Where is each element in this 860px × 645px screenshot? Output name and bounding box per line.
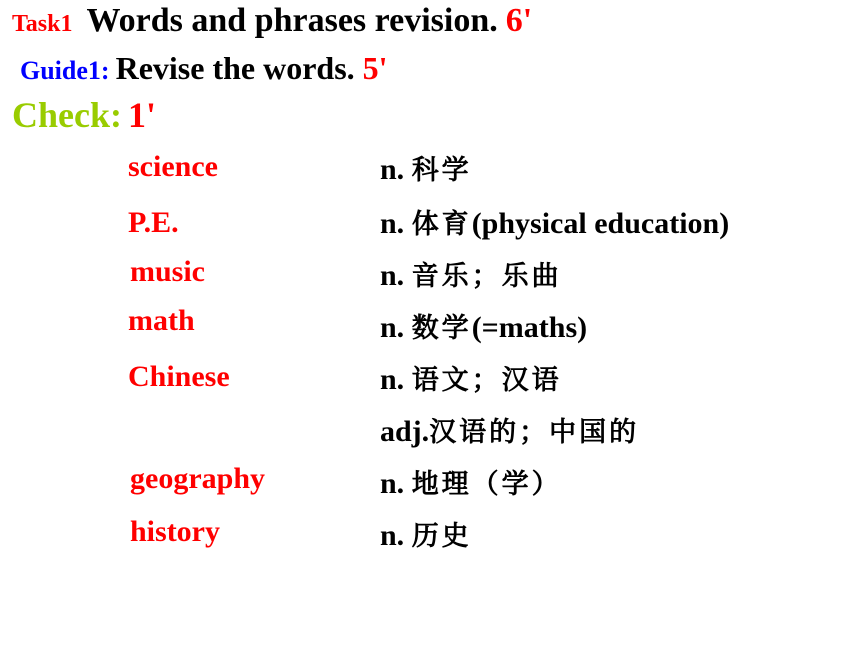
vocab-word: geography: [130, 462, 265, 495]
vocab-meaning: n. 历史: [380, 519, 472, 552]
guide-time: 5': [362, 50, 388, 86]
guide-title: Revise the words.: [115, 50, 355, 86]
vocab-meaning: n. 音乐；乐曲: [380, 259, 562, 292]
task-heading: [12, 2, 532, 46]
task-time: 6': [505, 2, 533, 39]
vocab-meaning: n. 地理（学）: [380, 467, 562, 500]
vocab-meaning: n. 科学: [380, 153, 472, 186]
vocab-meaning: n. 语文；汉语: [380, 363, 562, 396]
vocab-word: math: [128, 304, 195, 337]
vocab-meaning: adj.汉语的；中国的: [380, 415, 640, 448]
vocab-word: science: [128, 150, 218, 183]
vocab-word: Chinese: [128, 360, 230, 393]
check-heading: [12, 94, 156, 138]
vocab-meaning: n. 数学(=maths): [380, 311, 588, 344]
vocab-meaning: n. 体育(physical education): [380, 207, 730, 240]
vocab-word: music: [130, 255, 205, 288]
check-time: 1': [128, 95, 157, 135]
check-label: Check:: [12, 95, 122, 135]
task-label: Task1: [12, 11, 73, 37]
vocab-word: history: [130, 515, 220, 548]
guide-heading: [20, 50, 388, 90]
task-title: Words and phrases revision.: [86, 2, 498, 39]
guide-label: Guide1:: [20, 56, 110, 85]
vocab-word: P.E.: [128, 206, 179, 239]
